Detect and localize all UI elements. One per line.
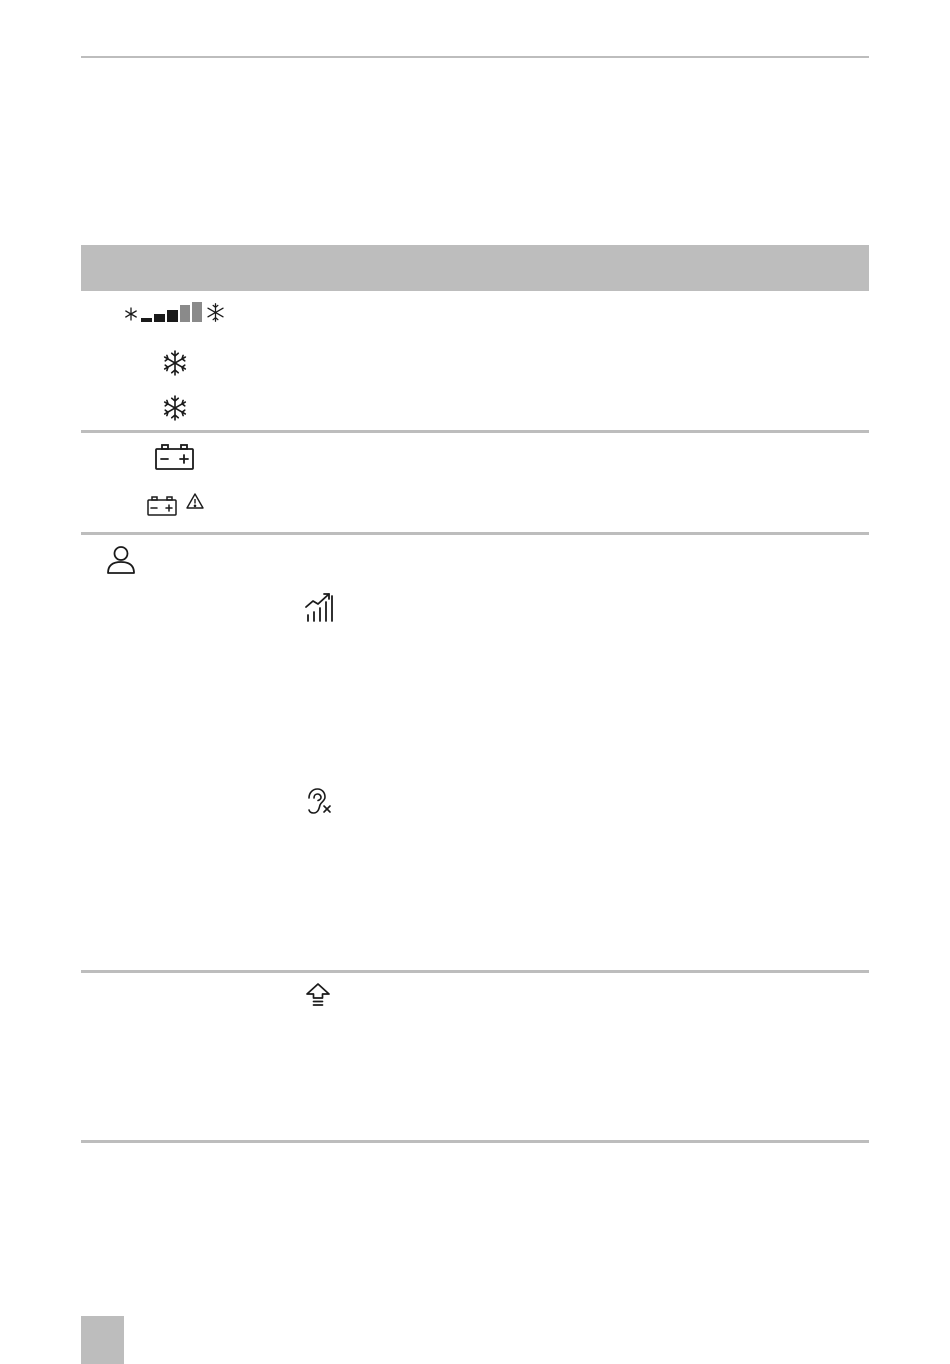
small-snowflake-icon (124, 307, 138, 321)
battery-icon (147, 496, 177, 516)
battery-icon (155, 444, 195, 470)
level-bars-icon (141, 302, 203, 322)
user-icon (106, 545, 136, 575)
section-divider (81, 532, 869, 535)
snowflake-icon (162, 395, 188, 421)
section-divider (81, 970, 869, 973)
bottom-rule (81, 1140, 869, 1143)
top-rule (81, 56, 869, 58)
section-divider (81, 430, 869, 433)
table-header-bar (81, 245, 869, 291)
ear-mute-icon (306, 788, 332, 816)
snowflake-icon (206, 303, 225, 322)
update-arrow-icon (306, 983, 330, 1007)
warning-triangle-icon (186, 493, 204, 509)
page-tab (81, 1316, 124, 1364)
snowflake-icon (162, 350, 188, 376)
chart-trend-icon (305, 592, 333, 622)
